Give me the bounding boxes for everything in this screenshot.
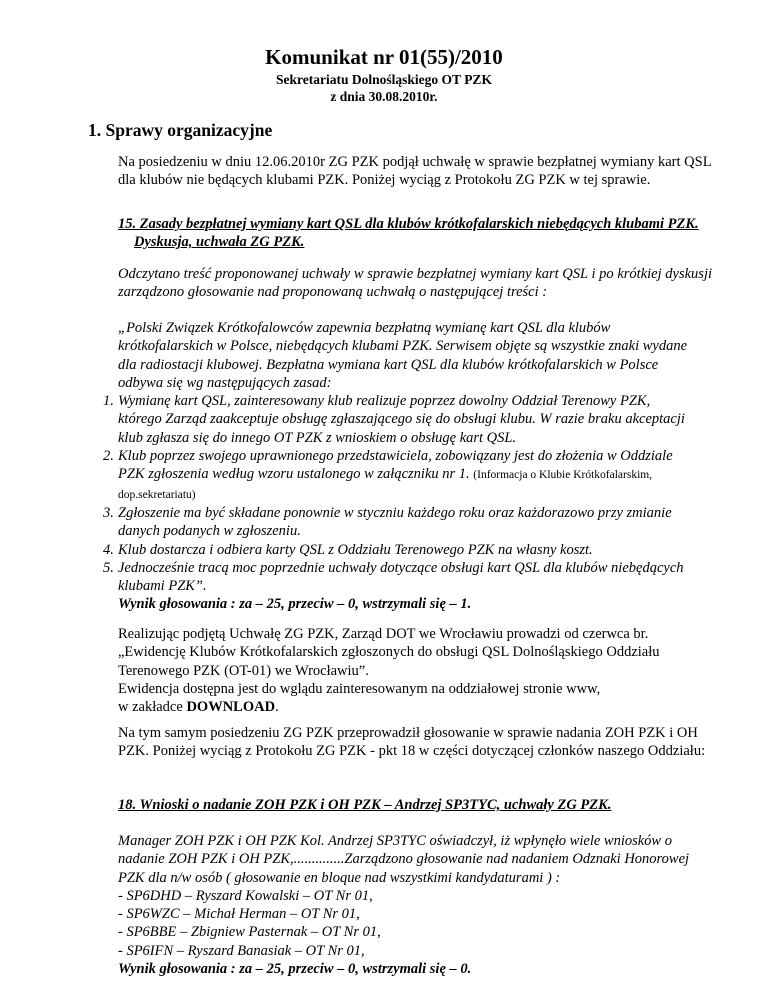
- section-heading: 1. Sprawy organizacyjne: [88, 120, 273, 140]
- candidate-item: - SP6IFN – Ryszard Banasiak – OT Nr 01,: [118, 942, 365, 959]
- point18-text: Manager ZOH PZK i OH PZK Kol. Andrzej SP3TYC oświadczył, iż wpłynęło wiele wniosków o nadanie ZOH PZK i OH PZK,..............Zarządzono głosowanie nad nadaniem Odznaki Honorowej PZK dla n/w osób ( głosowanie en bloque nad wszystkimi kandydaturami ) :: [118, 833, 690, 886]
- intro-paragraph: [118, 153, 712, 190]
- candidate-item: - SP6BBE – Zbigniew Pasternak – OT Nr 01,: [118, 924, 381, 941]
- zoh-intro-block: [118, 724, 712, 761]
- candidate-item: - SP6DHD – Ryszard Kowalski – OT Nr 01,: [118, 887, 373, 904]
- dot-text-3: [118, 698, 712, 716]
- vote-result-15: Wynik głosowania : za – 25, przeciw – 0, wstrzymali się – 1.: [118, 596, 472, 613]
- document-title: Komunikat nr 01(55)/2010: [265, 45, 503, 69]
- resolution-item: [118, 447, 694, 504]
- resolution-item: Jednocześnie tracą moc poprzednie uchwały dotyczące obsługi kart QSL dla klubów niebędących klubami PZK”.: [118, 559, 684, 595]
- resolution-item: Wymianę kart QSL, zainteresowany klub realizuje poprzez dowolny Oddział Terenowy PZK, którego Zarząd zaakceptuje obsługę zgłaszającego się do obsługi klubu. W razie braku akceptacji klub zgłasza się do innego OT PZK z wnioskiem o obsługę kart QSL.: [118, 393, 685, 446]
- point15-heading: 15. Zasady bezpłatnej wymiany kart QSL dla klubów krótkofalarskich niebędących klubami PZK. Dyskusja, uchwała ZG PZK.: [118, 216, 699, 251]
- document-subtitle: Sekretariatu Dolnośląskiego OT PZK: [276, 72, 492, 87]
- resolution-note: (Informacja o Klubie Krótkofalarskim, dop.sekretariatu): [118, 469, 653, 501]
- point18-block: [118, 832, 712, 978]
- dot-text-1: Realizując podjętą Uchwałę ZG PZK, Zarząd DOT we Wrocławiu prowadzi od czerwca br. „Ewidencję Klubów Krótkofalarskich zgłoszonych do obsługi QSL Dolnośląskiego Oddziału Terenowego PZK (OT-01) we Wrocławiu”.: [118, 626, 660, 679]
- point15-intro: Odczytano treść proponowanej uchwały w sprawie bezpłatnej wymiany kart QSL i po krótkiej dyskusji zarządzono głosowanie nad proponowaną uchwałą o następującej treści :: [118, 266, 712, 301]
- download-label: DOWNLOAD: [186, 699, 276, 716]
- resolution-item: Klub dostarcza i odbiera karty QSL z Oddziału Terenowego PZK na własny koszt.: [118, 541, 593, 558]
- vote-result-18: Wynik głosowania : za – 25, przeciw – 0, wstrzymali się – 0.: [118, 961, 472, 978]
- resolution-item-text: Klub poprzez swojego uprawnionego przedstawiciela, zobowiązany jest do złożenia w Oddziale PZK zgłoszenia według wzoru ustalonego w załączniku nr 1.: [118, 448, 673, 483]
- document-date: z dnia 30.08.2010r.: [330, 89, 438, 104]
- point18-heading: 18. Wnioski o nadanie ZOH PZK i OH PZK – Andrzej SP3TYC, uchwały ZG PZK.: [118, 797, 612, 813]
- resolution-block: [118, 319, 694, 614]
- zoh-intro: Na tym samym posiedzeniu ZG PZK przeprowadził głosowanie w sprawie nadania ZOH PZK i OH PZK. Poniżej wyciąg z Protokołu ZG PZK - pkt 18 w części dotyczącej członków naszego Oddziału:: [118, 725, 706, 760]
- candidate-item: - SP6WZC – Michał Herman – OT Nr 01,: [118, 906, 360, 923]
- intro-text: Na posiedzeniu w dniu 12.06.2010r ZG PZK podjął uchwałę w sprawie bezpłatnej wymiany kart QSL dla klubów nie będących klubami PZK. Poniżej wyciąg z Protokołu ZG PZK w tej sprawie.: [118, 154, 712, 189]
- resolution-item: Zgłoszenie ma być składane ponownie w styczniu każdego roku oraz każdorazowo przy zmianie danych podanych w zgłoszeniu.: [118, 504, 672, 540]
- point15-heading-block: [118, 215, 712, 252]
- point15-intro-block: [118, 265, 712, 302]
- resolution-intro: „Polski Związek Krótkofalowców zapewnia bezpłatną wymianę kart QSL dla klubów krótkofalarskich w Polsce, niebędących klubami PZK. Serwisem objęte są wszystkie znaki wydane dla radiostacji klubowej. Bezpłatna wymiana kart QSL dla klubów krótkofalarskich w Polsce odbywa się wg następujących zasad:: [118, 320, 688, 391]
- dot-text-2: Ewidencja dostępna jest do wglądu zainteresowanym na oddziałowej stronie www,: [118, 680, 601, 697]
- resolution-list: [92, 392, 694, 595]
- dot-paragraph: [118, 625, 712, 716]
- dot-text-3-post: .: [275, 699, 279, 716]
- dot-text-3-pre: w zakładce: [118, 699, 187, 716]
- point18-heading-block: [118, 796, 712, 814]
